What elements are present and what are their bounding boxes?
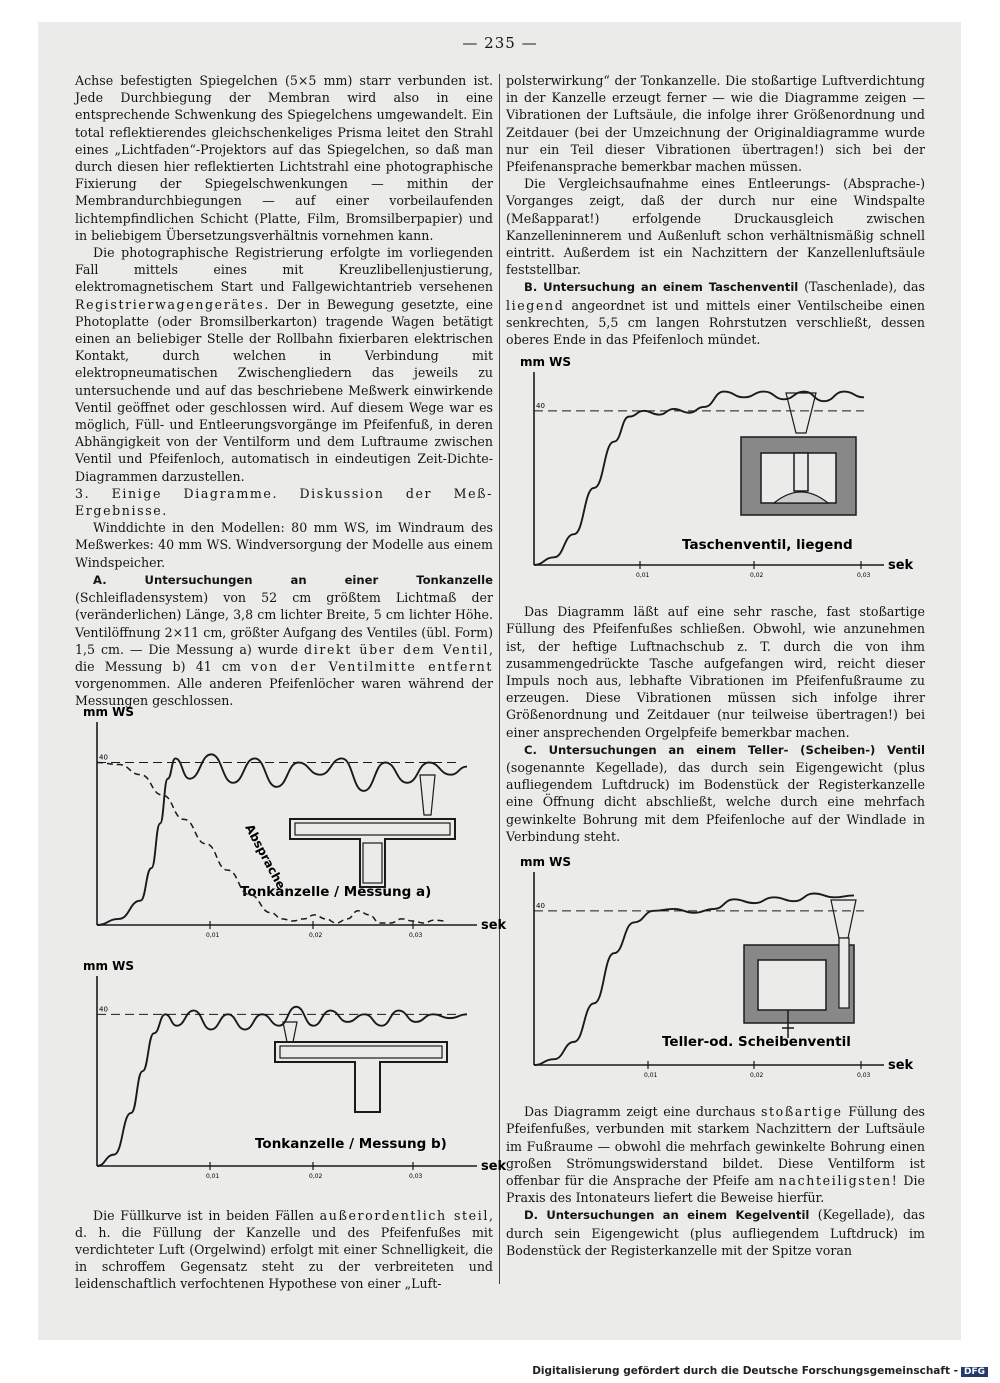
x-tick-label: 0,01 [206, 1172, 220, 1180]
x-axis-label: sek [481, 917, 507, 933]
reference-value: 40 [536, 402, 545, 411]
fuss-inner [363, 843, 382, 883]
diagram-tonkanzelle-b [75, 958, 507, 1202]
diagram-tellerventil [506, 850, 925, 1098]
paragraph: Die Vergleichsaufnahme eines Entleerungs- (Absprache-) Vorganges zeigt, daß der durch nur eine Windspalte (Meßapparat!) erfolgende Druckausgleich zwischen Kanzelleninnerem und Außenluft schon verhältnismäßig schnell eintritt. Außerdem ist ein Nachzittern der Kanzellenluftsäule feststellbar. [506, 176, 925, 278]
paragraph: D. Untersuchungen an einem Kegelventil (Kegellade), das durch sein Eigengewicht (plus aufliegendem Luftdruck) im Bodenstück der Registerkanzelle mit der Spitze voran [506, 1207, 925, 1258]
x-tick-label: 0,01 [636, 572, 650, 580]
paragraph: Das Diagramm zeigt eine durchaus stoßartige Füllung des Pfeifenfußes, verbunden mit starkem Nachzittern der Luftsäule im Fußraume — obwohl die mehrfach gewinkelte Bohrung einen großen Strömungswiderstand bildet. Diese Ventilform ist offenbar für die Ansprache der Pfeife am nachteiligsten! Die Praxis des Intonateurs liefert die Beweise hierfür. [506, 1104, 925, 1206]
kanzelle-inner [280, 1046, 442, 1058]
x-axis-label: sek [481, 1158, 507, 1174]
paragraph: Die photographische Registrierung erfolgte im vorliegenden Fall mittels eines mit Kreuzlibellenjustierung, elektromagnetischem Start und Fallgewichtantrieb versehenen Registrierwagengerätes. Der in Bewegung gesetzte, eine Photoplatte (oder Bromsilberkarton) tragende Wagen betätigt einen an beliebiger Stelle der Rollbahn fixierbaren elektrischen Kontakt, durch welchen in Verbindung mit elektropneumatischen Zwischengliedern das jeweils zu untersuchende und auf das beschriebene Meßwerk einwirkende Ventil geöffnet oder geschlossen wird. Auf diesem Wege war es möglich, Füll- und Entleerungsvorgänge im Pfeifenfuß, in deren Abhängigkeit von der Ventilform und dem Luftraume zwischen Ventil und Pfeifenloch, automatisch in eindeutigen Zeit-Dichte-Diagrammen darzustellen. [75, 245, 493, 484]
x-tick-label: 0,01 [644, 1072, 658, 1080]
footer: Digitalisierung gefördert durch die Deutsche Forschungsgemeinschaft - DFG [532, 1365, 988, 1377]
kanzelle-outline [275, 1042, 447, 1112]
lade-hollow [758, 960, 826, 1010]
left-column [75, 72, 507, 1293]
kanzelle-inner [295, 823, 450, 835]
page-number: — 235 — [462, 34, 538, 52]
reference-value: 40 [99, 1004, 108, 1013]
valve-sketch [275, 1022, 447, 1112]
x-tick-label: 0,03 [409, 1172, 423, 1180]
chart-title: Teller-od. Scheibenventil [662, 1034, 851, 1051]
paragraph: C. Untersuchungen an einem Teller- (Scheiben-) Ventil (sogenannte Kegellade), das durch sein Eigengewicht (plus aufliegendem Luftdruck) im Bodenstück der Registerkanzelle eine Öffnung dicht abschließt, welche durch eine mehrfach gewinkelte Bohrung mit dem Pfeifenloche auf der Windlade in Verbindung steht. [506, 742, 925, 844]
chart-title: Taschenventil, liegend [682, 537, 853, 554]
bohrung [839, 938, 849, 1008]
column-rule [499, 74, 500, 1284]
subsection-heading: B. Untersuchung an einem Taschenventil [524, 280, 799, 295]
x-tick-label: 0,03 [409, 931, 423, 939]
y-axis-label: mm WS [83, 958, 135, 973]
reference-value: 40 [99, 753, 108, 762]
rohrstutzen [794, 453, 808, 491]
x-tick-label: 0,03 [857, 572, 871, 580]
series-label: Absprache [242, 821, 289, 891]
paragraph: Achse befestigten Spiegelchen (5×5 mm) starr verbunden ist. Jede Durchbiegung der Membran wird also in eine entsprechende Schwenkung des Spiegelchens umgewandelt. Ein total reflektierendes gleichschenkeliges Prisma leitet den Strahl eines „Lichtfaden“-Projektors auf das Spiegelchen, so daß man durch diesen hier reflektierten Lichtstrahl eine photographische Fixierung der Spiegelschwenkungen — mithin der Membrandurchbiegungen — auf einer vorbeilaufenden lichtempfindlichen Schicht (Platte, Film, Bromsilberpapier) und in beliebigem Übersetzungsverhältnis vornehmen kann. [75, 73, 493, 243]
pipe-foot [420, 775, 435, 815]
pipe-foot [786, 393, 816, 433]
x-tick-label: 0,02 [750, 572, 764, 580]
diagram-taschenventil [506, 353, 925, 598]
section-heading: 3. Einige Diagramme. Diskussion der Meß-Ergebnisse. [75, 485, 493, 519]
paragraph: Winddichte in den Modellen: 80 mm WS, im Windraum des Meßwerkes: 40 mm WS. Windversorgung der Modelle aus einem Windspeicher. [75, 520, 493, 570]
chart-title: Tonkanzelle / Messung b) [255, 1135, 447, 1152]
kanzelle-outline [290, 819, 455, 887]
y-axis-label: mm WS [520, 855, 572, 870]
paragraph: Die Füllkurve ist in beiden Fällen außerordentlich steil, d. h. die Füllung der Kanzelle und des Pfeifenfußes mit verdichteter Luft (Orgelwind) erfolgt mit einer Schnelligkeit, die in schroffem Gegensatz steht zu der verbreiteten und leidenschaftlich verfochtenen Hypothese von einer „Luft- [75, 1207, 493, 1292]
y-axis-label: mm WS [520, 355, 572, 370]
subsection-heading: C. Untersuchungen an einem Teller- (Scheiben-) Ventil [524, 742, 925, 757]
pipe-foot [283, 1022, 297, 1042]
x-tick-label: 0,03 [857, 1072, 871, 1080]
subsection-heading: D. Untersuchungen an einem Kegelventil [524, 1208, 810, 1223]
reference-value: 40 [536, 901, 545, 910]
right-column [506, 72, 925, 1259]
pipe-foot [831, 900, 856, 938]
dfg-logo: DFG [961, 1367, 988, 1377]
x-tick-label: 0,02 [750, 1072, 764, 1080]
x-tick-label: 0,02 [309, 931, 323, 939]
valve-sketch [290, 775, 455, 887]
subsection-heading: A. Untersuchungen an einer Tonkanzelle [93, 572, 493, 587]
x-tick-label: 0,02 [309, 1172, 323, 1180]
x-axis-label: sek [888, 558, 914, 574]
diagram-tonkanzelle-a [75, 704, 507, 965]
paragraph: polsterwirkung“ der Tonkanzelle. Die stoßartige Luftverdichtung in der Kanzelle erzeugt ferner — wie die Diagramme zeigen — Vibrationen der Luftsäule, die infolge ihrer Größenordnung und Zeitdauer (bei der Umzeichnung der Originaldiagramme wurde nur ein Teil dieser Vibrationen übertragen!) sich bei der Pfeifenansprache bemerkbar machen müssen. [506, 73, 925, 175]
valve-sketch [744, 900, 856, 1038]
paragraph: A. Untersuchungen an einer Tonkanzelle (Schleifladensystem) von 52 cm größtem Lichtmaß der (veränderlichen) Länge, 3,8 cm lichter Breite, 5 cm lichter Höhe. Ventilöffnung 2×11 cm, größter Aufgang des Ventiles (übl. Form) 1,5 cm. — Die Messung a) wurde direkt über dem Ventil, die Messung b) 41 cm von der Ventilmitte entfernt vorgenommen. Alle anderen Pfeifenlöcher waren während der Messungen geschlossen. [75, 572, 493, 709]
x-tick-label: 0,01 [206, 931, 220, 939]
y-axis-label: mm WS [83, 704, 135, 719]
x-axis-label: sek [888, 1058, 914, 1074]
paragraph: B. Untersuchung an einem Taschenventil (Taschenlade), das liegend angeordnet ist und mittels einer Ventilscheibe einen senkrechten, 5,5 cm langen Rohrstutzen verschließt, dessen oberes Ende in das Pfeifenloch mündet. [506, 279, 925, 348]
paragraph: Das Diagramm läßt auf eine sehr rasche, fast stoßartige Füllung des Pfeifenfußes schließen. Obwohl, wie anzunehmen ist, der heftige Luftnachschub z. T. durch die von ihm zusammengedrückte Tasche aufgefangen wird, reicht dieser Impuls noch aus, lebhafte Vibrationen im Pfeifenfußraume zu erzeugen. Diese Vibrationen müssen sich infolge ihrer Größenordnung und Zeitdauer (nur teilweise übertragen!) bei einer ansprechenden Orgelpfeife bemerkbar machen. [506, 604, 925, 740]
chart-title: Tonkanzelle / Messung a) [240, 883, 432, 900]
